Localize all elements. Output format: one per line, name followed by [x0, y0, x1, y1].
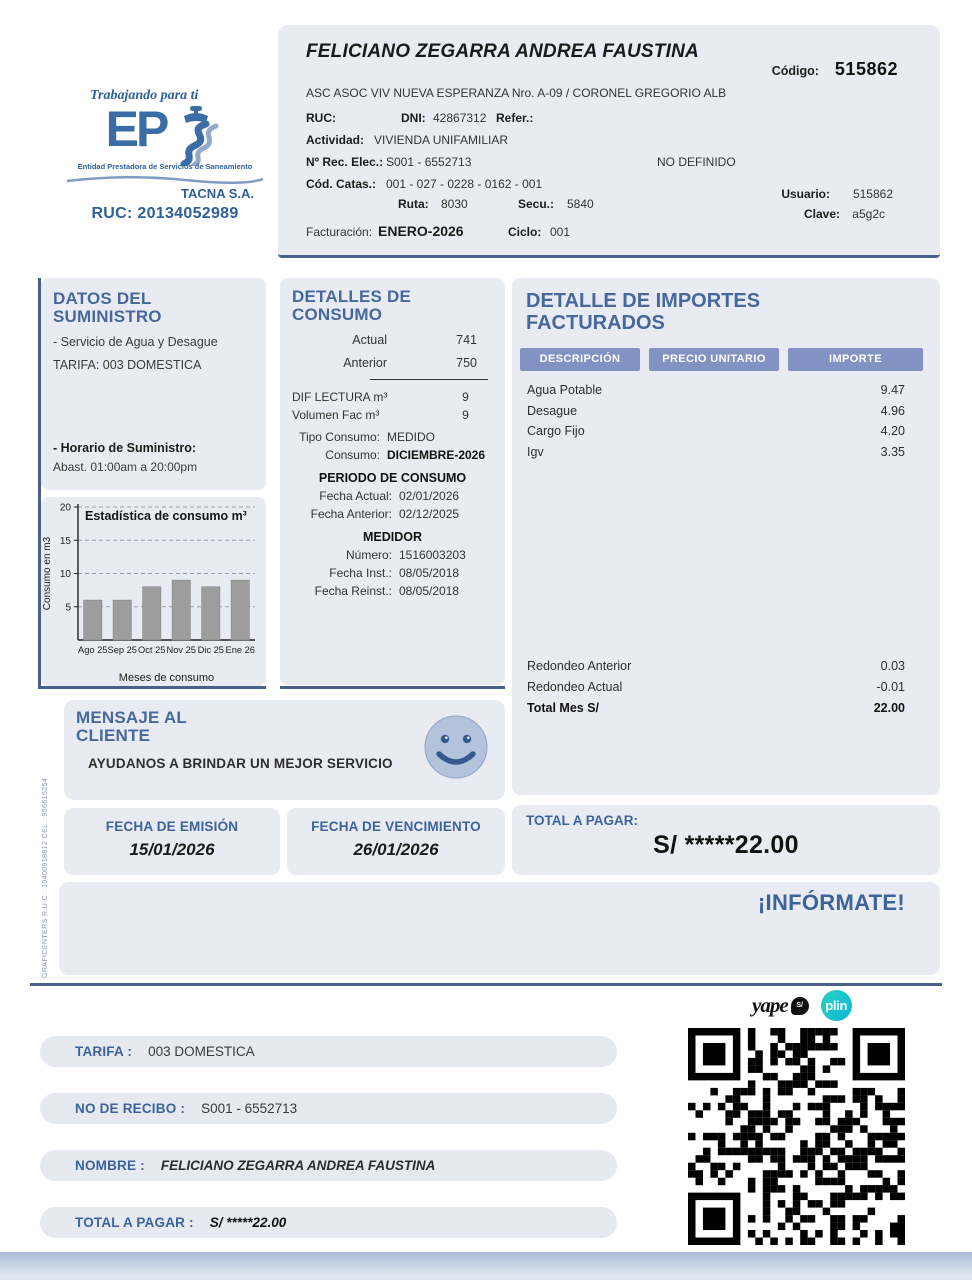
- informate-title: ¡INFÓRMATE!: [757, 890, 905, 915]
- customer-message-title: MENSAJE AL CLIENTE: [76, 708, 187, 745]
- yape-logo-text: yape: [752, 993, 788, 1017]
- summary-row-value: S001 - 6552713: [201, 1101, 298, 1116]
- dif-lectura-label: DIF LECTURA m³: [292, 390, 388, 404]
- total-mes-value: 22.00: [873, 701, 905, 715]
- summary-row: [40, 1093, 617, 1124]
- company-logo: [62, 88, 268, 223]
- fecha-reinst-label: Fecha Reinst.:: [314, 584, 392, 598]
- supply-tariff-line: TARIFA: 003 DOMESTICA: [53, 358, 202, 372]
- customer-address: ASC ASOC VIV NUEVA ESPERANZA Nro. A-09 / CORONEL GREGORIO ALB: [306, 86, 727, 100]
- customer-code: [772, 59, 898, 80]
- due-date-panel: [287, 808, 505, 875]
- row-description: Desague: [527, 403, 578, 418]
- usuario-label: Usuario:: [781, 187, 830, 201]
- faucet-water-icon: [166, 104, 224, 171]
- svg-text:Ago 25: Ago 25: [78, 645, 108, 655]
- svg-text:Sep 25: Sep 25: [107, 645, 137, 655]
- table-column-header: IMPORTE: [788, 348, 923, 371]
- summary-row-value: FELICIANO ZEGARRA ANDREA FAUSTINA: [160, 1158, 436, 1173]
- svg-text:Oct 25: Oct 25: [138, 645, 166, 655]
- svg-text:Nov 25: Nov 25: [166, 645, 196, 655]
- svg-text:Consumo en m3: Consumo en m3: [42, 536, 53, 611]
- company-ruc: RUC: 20134052989: [91, 205, 239, 222]
- dif-lectura-value: 9: [462, 390, 469, 404]
- supply-service-line: - Servicio de Agua y Desague: [53, 335, 218, 349]
- customer-name: FELICIANO ZEGARRA ANDREA FAUSTINA: [306, 41, 699, 62]
- ruc-label: RUC:: [306, 111, 336, 125]
- total-mes-label: Total Mes S/: [527, 701, 600, 715]
- supply-schedule-label: - Horario de Suministro:: [53, 441, 197, 455]
- summary-row: [40, 1150, 617, 1181]
- row-description: Agua Potable: [527, 383, 603, 398]
- clave-value: a5g2c: [852, 207, 885, 221]
- dni-value: 42867312: [433, 111, 487, 125]
- dni-label: DNI:: [401, 111, 426, 125]
- row-amount: 3.35: [880, 444, 905, 459]
- billed-amounts-header-row: [512, 348, 940, 371]
- actividad-value: VIVIENDA UNIFAMILIAR: [374, 133, 509, 147]
- smiley-face-icon: [423, 714, 489, 785]
- medidor-numero-label: Número:: [345, 548, 392, 562]
- customer-message-panel: [64, 700, 505, 800]
- volumen-value: 9: [462, 408, 469, 422]
- secu-value: 5840: [567, 197, 594, 211]
- catas-value: 001 - 027 - 0228 - 0162 - 001: [386, 177, 543, 191]
- table-row: [512, 401, 940, 422]
- actual-value: 741: [456, 333, 477, 347]
- anterior-label: Anterior: [343, 356, 387, 370]
- eps-logo-text: EP: [105, 101, 167, 157]
- usuario-value: 515862: [852, 187, 893, 201]
- section-divider-line: [30, 983, 942, 986]
- periodo-title: PERIODO DE CONSUMO: [318, 471, 467, 485]
- payment-methods: [752, 990, 852, 1021]
- svg-text:5: 5: [65, 602, 71, 614]
- tipo-consumo-value: MEDIDO: [387, 430, 435, 444]
- table-row: [512, 380, 940, 401]
- summary-row-label: TOTAL A PAGAR :: [75, 1215, 194, 1230]
- no-definido-text: NO DEFINIDO: [657, 155, 736, 169]
- fecha-inst-label: Fecha Inst.:: [329, 566, 392, 580]
- summary-row-label: NOMBRE :: [75, 1158, 145, 1173]
- svg-text:Meses de consumo: Meses de consumo: [118, 672, 215, 684]
- catas-label: Cód. Catas.:: [306, 177, 377, 191]
- redondeo-actual-value: -0.01: [876, 680, 905, 694]
- row-amount: 4.20: [880, 424, 905, 439]
- ruta-label: Ruta:: [398, 197, 429, 211]
- facturacion-label: Facturación:: [306, 225, 373, 239]
- redondeo-anterior-label: Redondeo Anterior: [527, 659, 632, 673]
- codigo-label: Código:: [771, 64, 819, 78]
- svg-text:Dic 25: Dic 25: [197, 645, 224, 655]
- qr-code: [688, 1028, 905, 1245]
- svg-text:Estadística de consumo m³: Estadística de consumo m³: [85, 509, 247, 523]
- consumo-mes-label: Consumo:: [325, 448, 380, 462]
- table-column-header: DESCRIPCIÓN: [520, 348, 640, 371]
- logo-tagline: Trabajando para ti: [90, 88, 199, 103]
- fecha-actual-label: Fecha Actual:: [319, 489, 392, 503]
- informate-panel: [59, 882, 940, 975]
- actual-label: Actual: [352, 333, 387, 347]
- clave-label: Clave:: [803, 207, 840, 221]
- summary-row: [40, 1036, 617, 1067]
- anterior-value: 750: [456, 356, 477, 370]
- svg-text:20: 20: [59, 502, 71, 514]
- emission-date-label: FECHA DE EMISIÓN: [105, 819, 239, 834]
- row-description: Cargo Fijo: [527, 424, 585, 439]
- logo-wave-icon: [65, 176, 265, 184]
- bottom-decorative-bar: [0, 1252, 972, 1280]
- customer-header-panel: [278, 25, 940, 258]
- ciclo-value: 001: [550, 225, 571, 239]
- emission-date-panel: [64, 808, 280, 875]
- rec-elec-label: Nº Rec. Elec.:: [306, 155, 384, 169]
- redondeo-actual-label: Redondeo Actual: [527, 680, 623, 694]
- svg-text:15: 15: [59, 535, 71, 547]
- ciclo-label: Ciclo:: [508, 225, 542, 239]
- table-column-header: PRECIO UNITARIO: [649, 348, 779, 371]
- actividad-label: Actividad:: [306, 133, 365, 147]
- total-due-label: TOTAL A PAGAR:: [526, 813, 638, 828]
- supply-panel-title: DATOS DEL SUMINISTRO: [53, 289, 162, 326]
- secu-label: Secu.:: [518, 197, 555, 211]
- consumption-panel-title: DETALLES DE CONSUMO: [292, 287, 412, 324]
- logo-subtitle: Entidad Prestadora de Servicios de Saneamiento: [77, 162, 253, 171]
- row-amount: 4.96: [880, 403, 905, 418]
- summary-rows: [40, 1036, 617, 1264]
- fecha-actual-value: 02/01/2026: [399, 489, 460, 503]
- fecha-anterior-value: 02/12/2025: [399, 507, 460, 521]
- logo-company-name: TACNA S.A.: [181, 186, 254, 201]
- ruta-value: 8030: [441, 197, 468, 211]
- billed-amounts-panel: [512, 278, 940, 795]
- medidor-numero-value: 1516003203: [399, 548, 466, 562]
- supply-data-panel: [41, 278, 266, 490]
- total-due-value: S/ *****22.00: [653, 831, 799, 859]
- customer-message-body: AYUDANOS A BRINDAR UN MEJOR SERVICIO: [88, 756, 393, 771]
- table-row: [512, 442, 940, 463]
- left-bottom-line: [38, 686, 266, 689]
- reading-divider: [370, 379, 488, 380]
- facturacion-value: ENERO-2026: [378, 223, 464, 239]
- refer-label: Refer.:: [496, 111, 534, 125]
- volumen-label: Volumen Fac m³: [292, 408, 380, 422]
- emission-date-value: 15/01/2026: [129, 840, 215, 859]
- summary-row-value: S/ *****22.00: [209, 1215, 287, 1230]
- row-description: Igv: [527, 444, 544, 459]
- fecha-anterior-label: Fecha Anterior:: [310, 507, 392, 521]
- consumo-mes-value: DICIEMBRE-2026: [387, 448, 486, 462]
- row-amount: 9.47: [880, 383, 905, 398]
- table-row: [512, 421, 940, 442]
- yape-bubble-icon: S/: [791, 997, 809, 1015]
- summary-row-label: TARIFA :: [75, 1044, 133, 1059]
- codigo-value: 515862: [834, 59, 898, 79]
- summary-row: [40, 1207, 617, 1238]
- consumption-details-panel: [280, 278, 505, 685]
- medidor-title: MEDIDOR: [362, 530, 423, 544]
- fecha-reinst-value: 08/05/2018: [399, 584, 460, 598]
- billed-amounts-title: DETALLE DE IMPORTES FACTURADOS: [526, 290, 761, 334]
- summary-row-label: NO DE RECIBO :: [75, 1101, 186, 1116]
- fecha-inst-value: 08/05/2018: [399, 566, 460, 580]
- due-date-label: FECHA DE VENCIMIENTO: [311, 819, 481, 834]
- middle-bottom-line: [280, 686, 505, 689]
- yape-logo: [752, 993, 809, 1018]
- due-date-value: 26/01/2026: [353, 840, 439, 859]
- consumption-chart: [41, 497, 266, 686]
- summary-row-value: 003 DOMESTICA: [148, 1044, 255, 1059]
- print-shop-credit: GRAFICENTERS R.U.C.: 10400918812 CEL.: 956615254: [42, 777, 49, 978]
- rec-elec-value: S001 - 6552713: [386, 155, 472, 169]
- total-due-panel: [512, 805, 940, 875]
- svg-text:10: 10: [59, 569, 71, 580]
- tipo-consumo-label: Tipo Consumo:: [299, 430, 380, 444]
- redondeo-anterior-value: 0.03: [880, 659, 905, 673]
- svg-text:Ene 26: Ene 26: [225, 645, 255, 655]
- billed-amounts-rows: [512, 380, 940, 462]
- plin-logo: plin: [821, 990, 852, 1021]
- supply-schedule-value: Abast. 01:00am a 20:00pm: [53, 460, 198, 474]
